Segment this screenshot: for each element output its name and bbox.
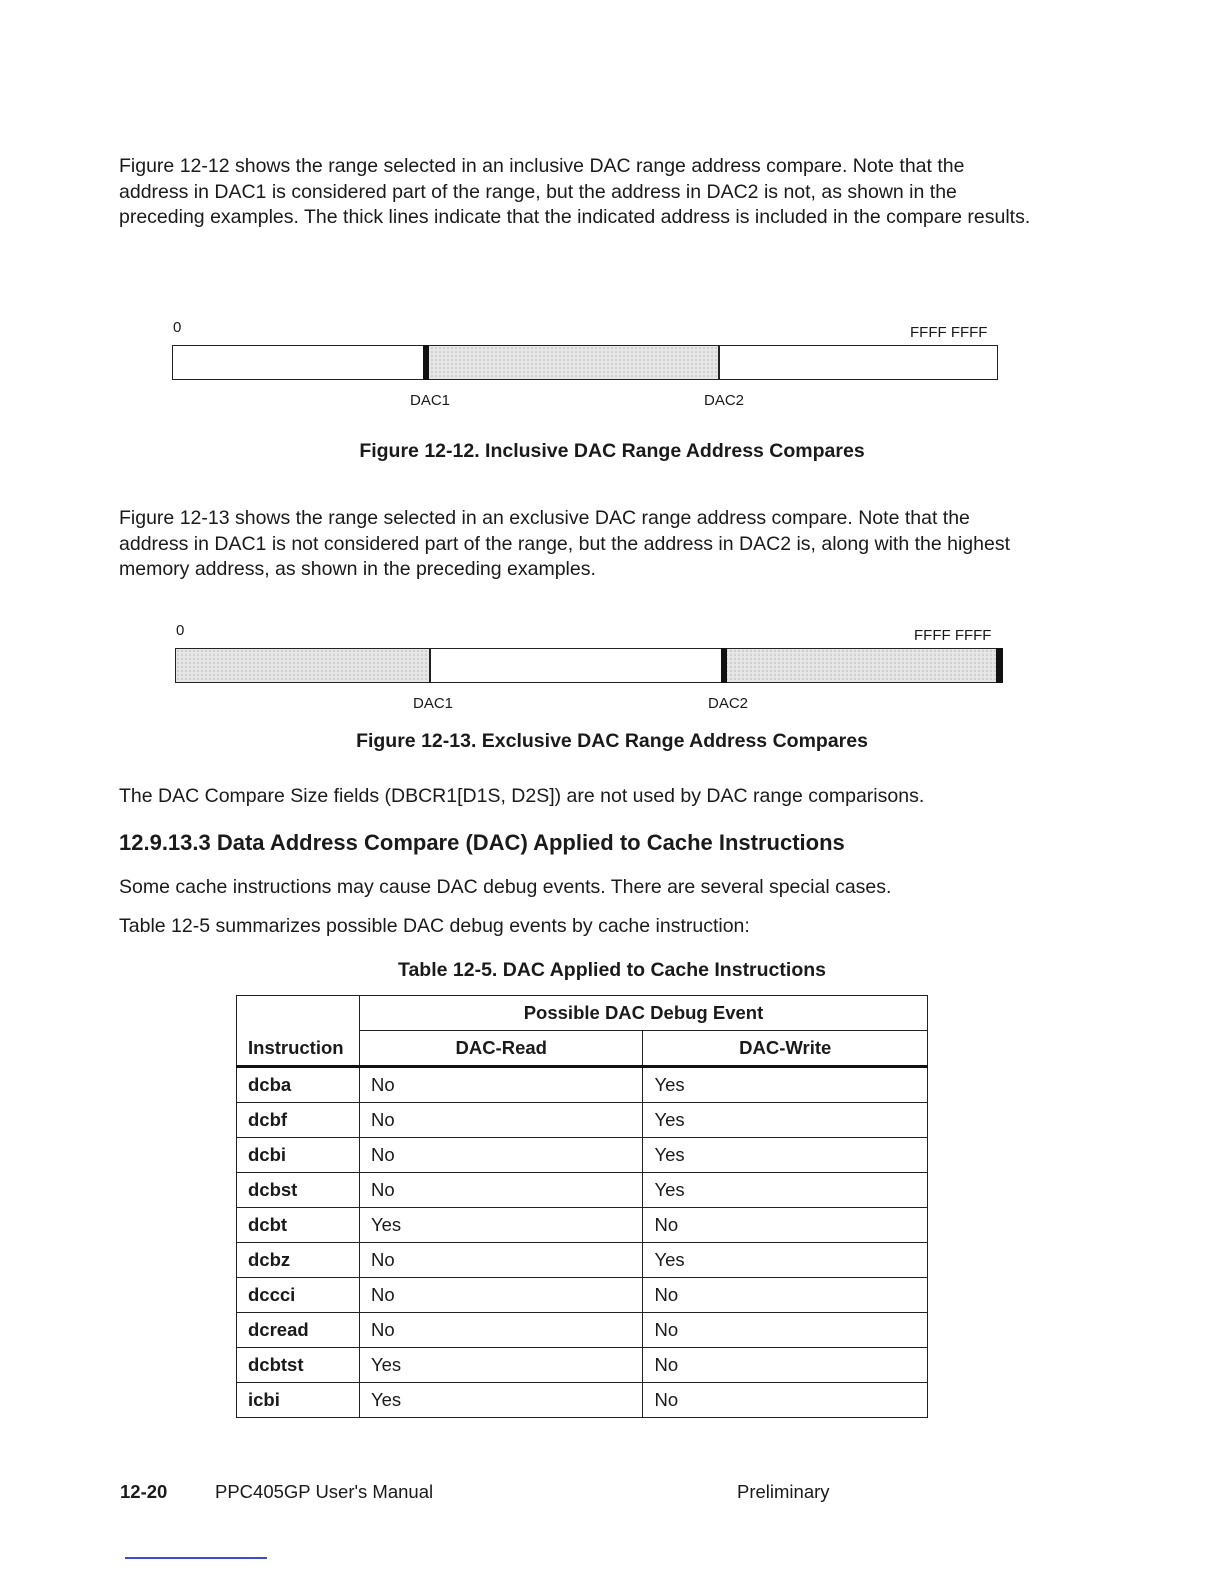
column-header-dac-write: DAC-Write [643,1031,928,1067]
dac-write-cell: Yes [643,1138,928,1173]
instruction-cell: dcbtst [237,1348,360,1383]
instruction-cell: dccci [237,1278,360,1313]
instruction-cell: dcbst [237,1173,360,1208]
table-row [237,1243,928,1278]
column-group-header: Possible DAC Debug Event [359,996,927,1031]
table-row [237,1103,928,1138]
selected-range-shading [426,346,719,379]
dac-read-cell: Yes [359,1348,643,1383]
dac1-label: DAC1 [410,392,451,409]
document-status: Preliminary [737,1481,830,1502]
address-range-bar [172,345,998,380]
intro-paragraph-2: Figure 12-13 shows the range selected in an exclusive DAC range address compare. Note that the address in DAC1 is not considered part of the range, but the address in DAC2 is, along with the highest memory address, as shown in the preceding examples. [119,507,1011,580]
dac-read-cell: No [359,1067,643,1103]
dac2-boundary-thick [721,648,727,683]
dac-write-cell: Yes [643,1173,928,1208]
section-paragraph-2: Table 12-5 summarizes possible DAC debug events by cache instruction: [119,915,750,937]
table-12-5-caption: Table 12-5. DAC Applied to Cache Instructions [398,959,826,981]
dac2-label: DAC2 [708,695,749,712]
dac-read-cell: Yes [359,1383,643,1418]
dac-write-cell: Yes [643,1103,928,1138]
range-end-label: FFFF FFFF [914,627,992,644]
low-range-shading [176,649,429,682]
column-header-instruction: Instruction [237,996,360,1067]
dac-read-cell: No [359,1173,643,1208]
dac-write-cell: Yes [643,1243,928,1278]
table-row [237,1313,928,1348]
dac1-boundary-thick [423,345,429,380]
dac-read-cell: Yes [359,1208,643,1243]
dac-read-cell: No [359,1313,643,1348]
instruction-cell: dcba [237,1067,360,1103]
high-range-shading [725,649,1002,682]
dac-write-cell: No [643,1383,928,1418]
dac2-label: DAC2 [704,392,745,409]
dac-write-cell: Yes [643,1067,928,1103]
instruction-cell: icbi [237,1383,360,1418]
section-paragraph-1: Some cache instructions may cause DAC debug events. There are several special cases. [119,876,892,898]
page-number: 12-20 [120,1481,168,1502]
dac-read-cell: No [359,1278,643,1313]
range-start-label: 0 [173,319,182,336]
dac-read-cell: No [359,1243,643,1278]
figure-12-13-caption: Figure 12-13. Exclusive DAC Range Address Compares [356,730,868,752]
dac1-label: DAC1 [413,695,454,712]
table-row [237,1173,928,1208]
table-row [237,1278,928,1313]
table-row [237,1208,928,1243]
dac-read-cell: No [359,1103,643,1138]
dac-cache-instructions-table [236,995,928,1418]
table-row [237,1138,928,1173]
dac-read-cell: No [359,1138,643,1173]
address-range-bar [175,648,1003,683]
table-row [237,1383,928,1418]
footer-rule [125,1557,267,1559]
instruction-cell: dcbi [237,1138,360,1173]
dac1-boundary-thin [429,649,431,682]
highest-address-boundary-thick [996,648,1003,683]
table-group-header-row [237,996,928,1031]
instruction-cell: dcbt [237,1208,360,1243]
dac-write-cell: No [643,1313,928,1348]
dac-write-cell: No [643,1348,928,1383]
instruction-cell: dcbz [237,1243,360,1278]
dac-write-cell: No [643,1208,928,1243]
range-start-label: 0 [176,622,185,639]
instruction-cell: dcread [237,1313,360,1348]
column-header-dac-read: DAC-Read [359,1031,643,1067]
intro-paragraph-1: Figure 12-12 shows the range selected in an inclusive DAC range address compare. Note that the address in DAC1 is considered part of the range, but the address in DAC2 is not, as shown in the preceding examples. The thick lines indicate that the indicated address is included in the compare results. [119,155,1031,228]
table-row [237,1348,928,1383]
dac2-boundary-thin [718,346,720,379]
compare-size-note: The DAC Compare Size fields (DBCR1[D1S, D2S]) are not used by DAC range comparisons. [119,785,925,807]
dac-write-cell: No [643,1278,928,1313]
manual-title: PPC405GP User's Manual [215,1481,434,1502]
table-row [237,1067,928,1103]
instruction-cell: dcbf [237,1103,360,1138]
section-heading: 12.9.13.3 Data Address Compare (DAC) Applied to Cache Instructions [119,830,845,855]
figure-12-12-caption: Figure 12-12. Inclusive DAC Range Address Compares [359,440,865,462]
range-end-label: FFFF FFFF [910,324,988,341]
